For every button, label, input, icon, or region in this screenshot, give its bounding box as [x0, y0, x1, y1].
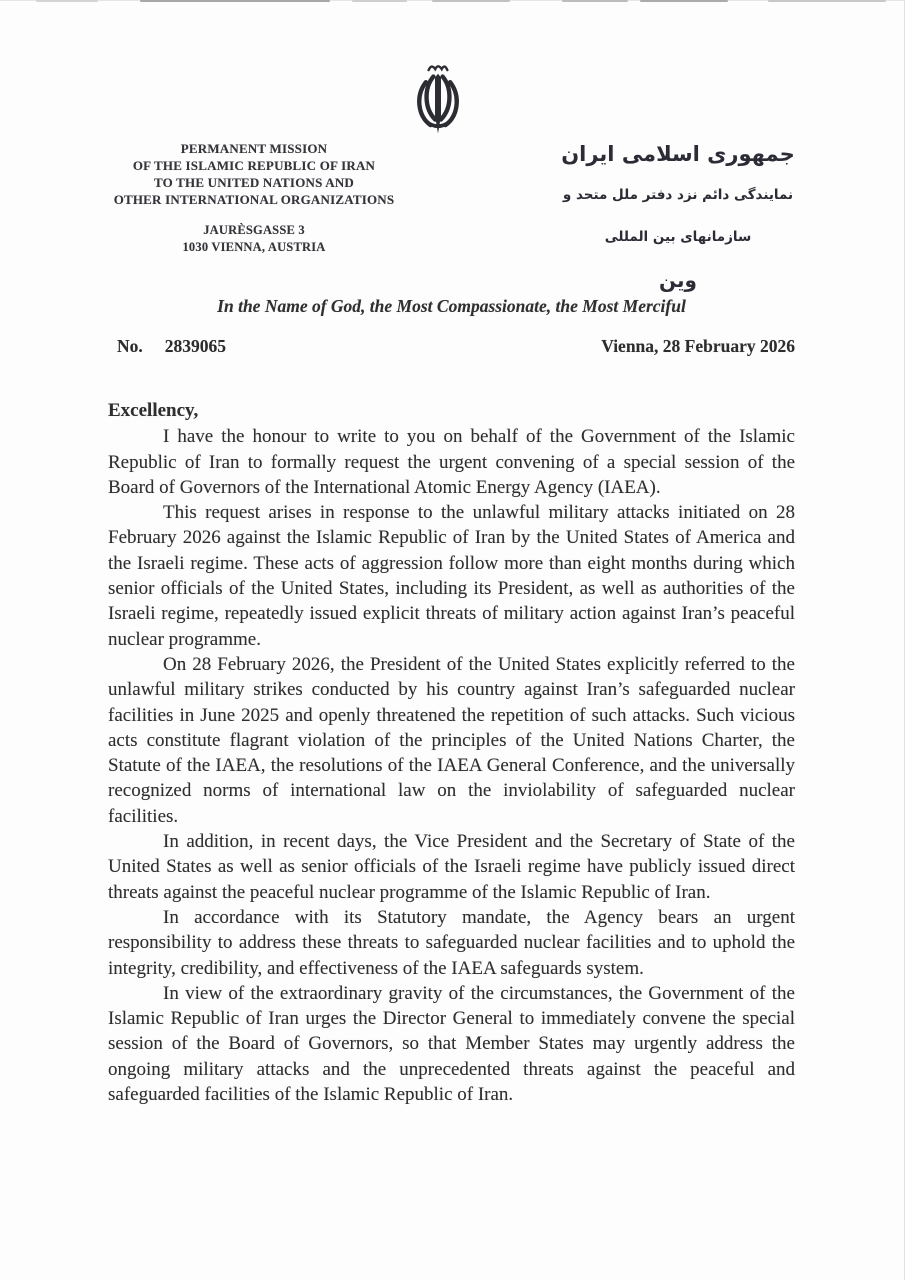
mission-en-line: TO THE UNITED NATIONS AND — [153, 175, 355, 190]
mission-fa-line: جمهوری اسلامی ایران — [561, 142, 795, 166]
body-paragraph: In accordance with its Statutory mandate, the Agency bears an urgent responsibility to address these threats to safeguarded nuclear facilities and to uphold the integrity, credibility, and effectiveness of the IAEA safeguards system. — [108, 906, 795, 979]
mission-fa-line: وین — [659, 268, 697, 292]
ref-label: No. — [117, 336, 143, 356]
invocation-line: In the Name of God, the Most Compassionate, the Most Merciful — [217, 296, 686, 316]
body-paragraph: In view of the extraordinary gravity of the circumstances, the Government of the Islamic Republic of Iran urges the Director General to immediately convene the special session of the Board of Governors, so that Member States may urgently address the ongoing military attacks and the unprecedented threats against the peaceful and safeguarded facilities of the Islamic Republic of Iran. — [108, 982, 795, 1106]
body-paragraph: I have the honour to write to you on behalf of the Government of the Islamic Republic of Iran to formally request the urgent convening of a special session of the Board of Governors of the International Atomic Energy Agency (IAEA). — [108, 426, 795, 498]
ref-number: 2839065 — [164, 336, 227, 356]
letterhead-mission-fa — [536, 134, 820, 302]
dateline: Vienna, 28 February 2026 — [601, 336, 795, 356]
scan-artifact-top — [0, 0, 904, 3]
mission-en-line: PERMANENT MISSION — [180, 141, 328, 156]
mission-address-line: JAURÈSGASSE 3 — [203, 223, 305, 237]
mission-en-line: OF THE ISLAMIC REPUBLIC OF IRAN — [132, 158, 376, 173]
body-paragraph: In addition, in recent days, the Vice President and the Secretary of State of the United States as well as senior officials of the Israeli regime have publicly issued direct threats against the peaceful nuclear programme of the Islamic Republic of Iran. — [108, 831, 795, 903]
reference-dateline-row — [117, 336, 795, 357]
body-paragraph: On 28 February 2026, the President of the United States explicitly referred to the unlawful military strikes conducted by his country against Iran’s safeguarded nuclear facilities in June 2025 and openly threatened the repetition of such attacks. Such vicious acts constitute flagrant violation of the principles of the United Nations Charter, the Statute of the IAEA, the resolutions of the IAEA General Conference, and the universally recognized norms of international law on the inviolability of safeguarded nuclear facilities. — [108, 653, 795, 827]
body-paragraph: This request arises in response to the unlawful military attacks initiated on 28 February 2026 against the Islamic Republic of Iran by the United States of America and the Israeli regime. These acts of aggression follow more than eight months during which senior officials of the United States, including its President, as well as authorities of the Israeli regime, repeatedly issued explicit threats of military action against Iran’s peaceful nuclear programme. — [108, 502, 795, 650]
iran-national-emblem-icon — [410, 62, 466, 141]
salutation: Excellency, — [108, 400, 199, 421]
mission-address-line: 1030 VIENNA, AUSTRIA — [182, 239, 326, 254]
mission-en-line: OTHER INTERNATIONAL ORGANIZATIONS — [113, 192, 395, 207]
mission-fa-line: نمایندگی دائم نزد دفتر ملل متحد و سازمانهای بین المللی — [562, 187, 794, 245]
letterhead-mission-en — [98, 140, 410, 255]
letter-body — [108, 398, 795, 1107]
